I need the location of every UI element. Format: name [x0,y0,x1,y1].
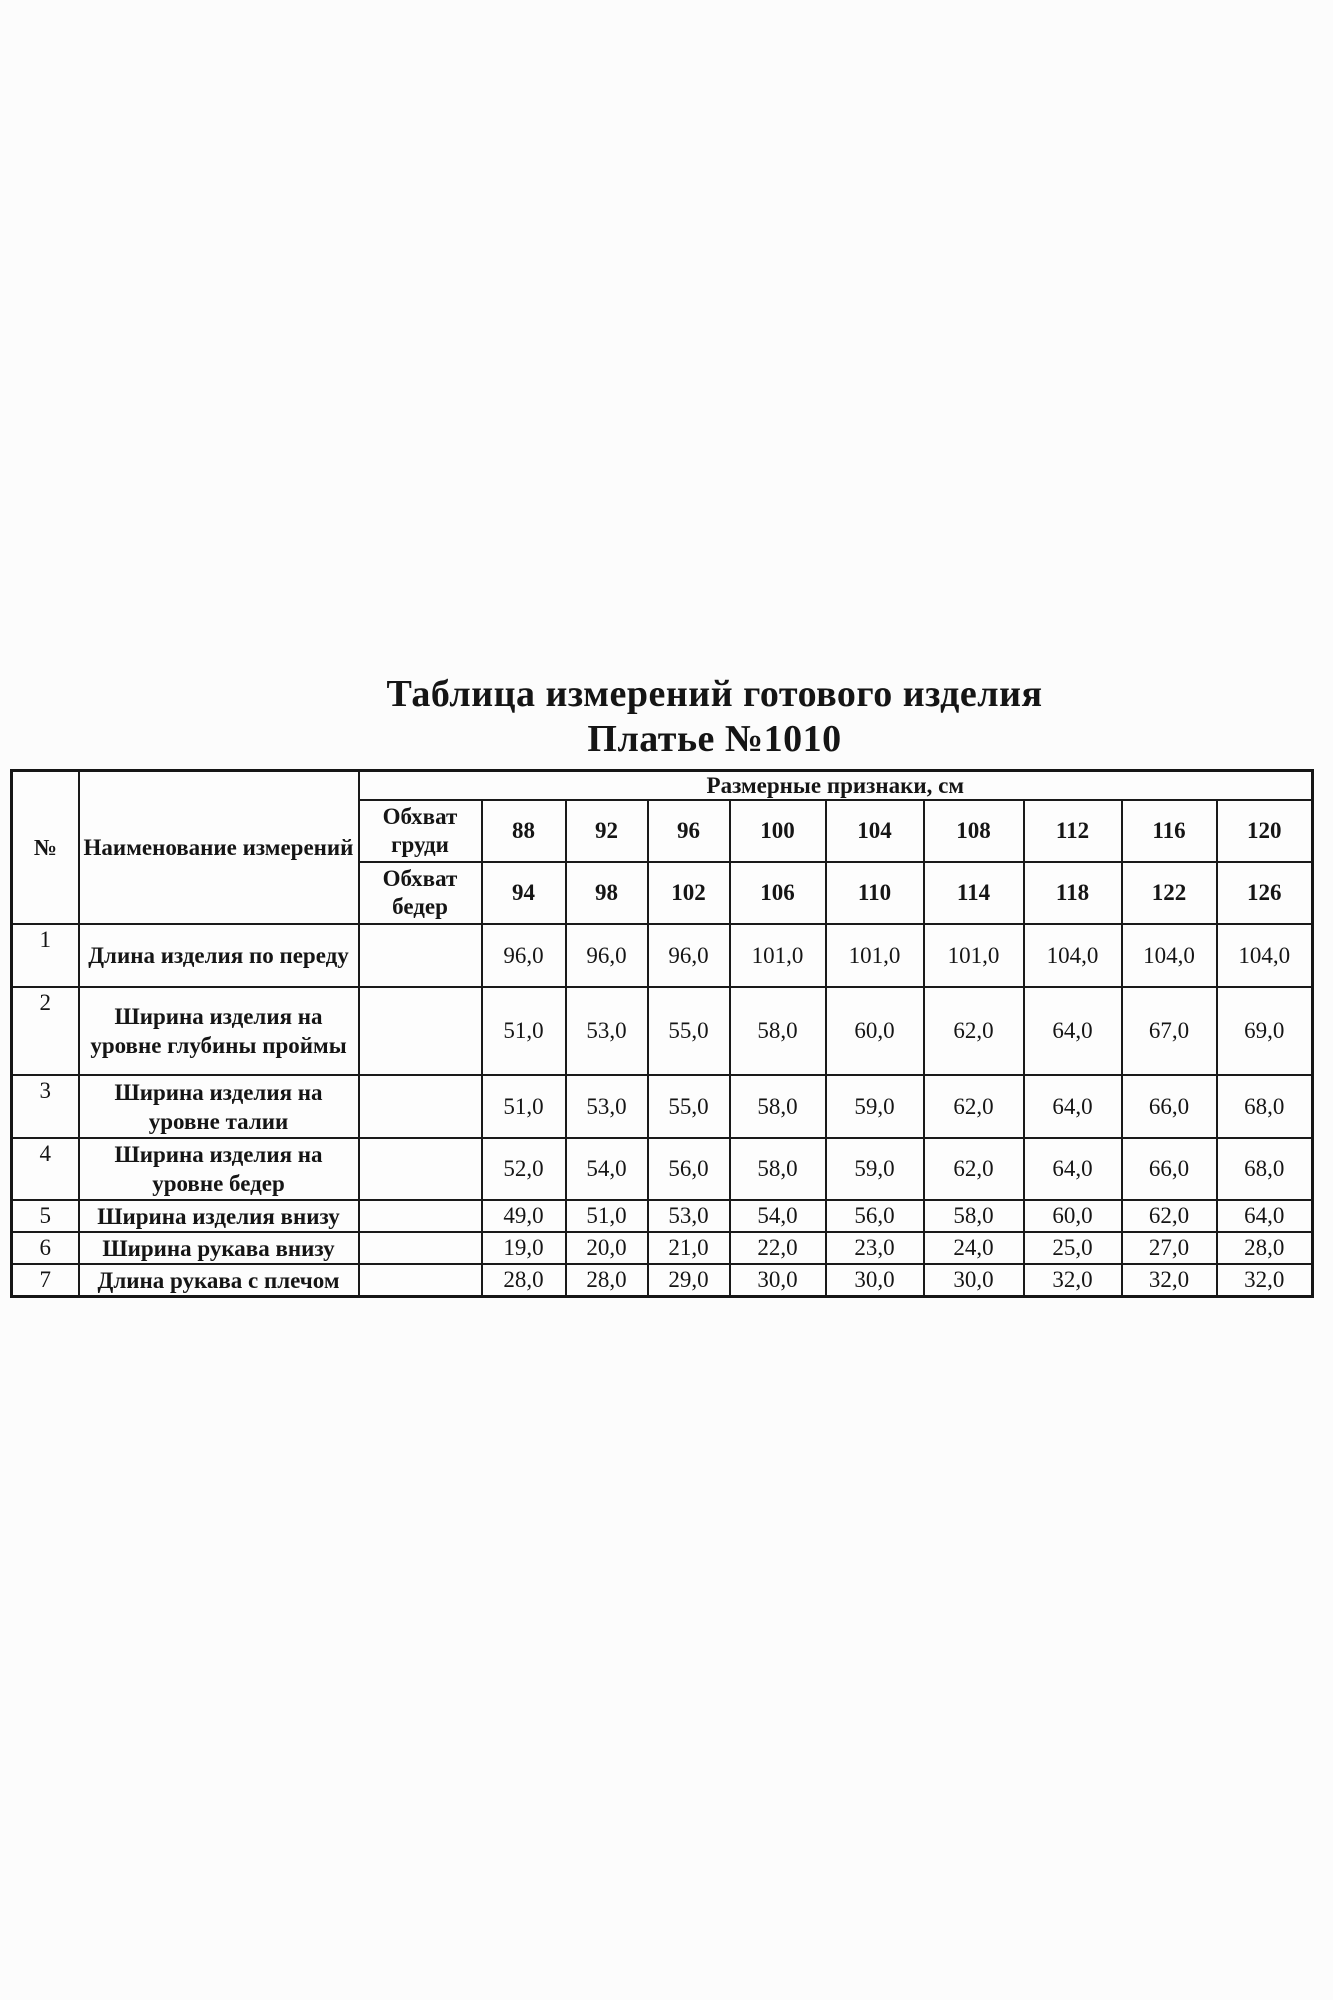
row-number-cell: 4 [12,1138,79,1200]
measurement-value-cell: 25,0 [1024,1232,1122,1264]
measurement-name-cell: Ширина изделия на уровне талии [79,1075,359,1138]
hips-size-header: 118 [1024,862,1122,924]
hips-girth-label: Обхват бедер [359,862,482,924]
measurement-value-cell: 60,0 [826,987,924,1075]
hips-size-header: 102 [648,862,730,924]
title-line-2: Платье №1010 [587,718,842,760]
bust-size-header: 112 [1024,800,1122,862]
bust-size-header: 104 [826,800,924,862]
bust-size-header: 92 [566,800,648,862]
measurement-name-cell: Ширина изделия внизу [79,1200,359,1232]
measurement-value-cell: 51,0 [482,987,566,1075]
measurement-value-cell: 101,0 [730,924,826,987]
hips-size-header: 126 [1217,862,1313,924]
bust-size-header: 100 [730,800,826,862]
row-number-cell: 7 [12,1264,79,1297]
measurement-value-cell: 54,0 [566,1138,648,1200]
measurement-value-cell: 62,0 [924,1138,1024,1200]
measurement-value-cell: 59,0 [826,1138,924,1200]
row-number-cell: 1 [12,924,79,987]
measurement-name-cell: Длина рукава с плечом [79,1264,359,1297]
measurement-value-cell: 55,0 [648,987,730,1075]
measurement-value-cell: 32,0 [1122,1264,1217,1297]
table-row [12,1075,1313,1138]
measurement-value-cell: 52,0 [482,1138,566,1200]
empty-girth-cell [359,987,482,1075]
measurement-value-cell: 58,0 [924,1200,1024,1232]
measurement-value-cell: 62,0 [1122,1200,1217,1232]
measurement-value-cell: 104,0 [1024,924,1122,987]
empty-girth-cell [359,1232,482,1264]
table-row [12,1232,1313,1264]
hips-size-header: 94 [482,862,566,924]
empty-girth-cell [359,1264,482,1297]
measurement-value-cell: 28,0 [1217,1232,1313,1264]
measurement-value-cell: 23,0 [826,1232,924,1264]
measurement-value-cell: 21,0 [648,1232,730,1264]
table-row [12,1200,1313,1232]
measurement-value-cell: 22,0 [730,1232,826,1264]
group-header-size-features: Размерные признаки, см [359,771,1313,801]
measurement-value-cell: 53,0 [566,987,648,1075]
measurement-value-cell: 64,0 [1024,1138,1122,1200]
table-row [12,1138,1313,1200]
measurement-value-cell: 49,0 [482,1200,566,1232]
measurement-value-cell: 58,0 [730,1138,826,1200]
table-row [12,924,1313,987]
empty-girth-cell [359,1138,482,1200]
measurement-value-cell: 60,0 [1024,1200,1122,1232]
measurement-value-cell: 30,0 [730,1264,826,1297]
measurement-value-cell: 28,0 [566,1264,648,1297]
empty-girth-cell [359,924,482,987]
bust-size-header: 120 [1217,800,1313,862]
column-header-measurement-name: Наименование измерений [79,771,359,925]
measurement-value-cell: 101,0 [924,924,1024,987]
measurement-value-cell: 28,0 [482,1264,566,1297]
measurement-value-cell: 58,0 [730,987,826,1075]
measurement-value-cell: 68,0 [1217,1138,1313,1200]
hips-size-header: 106 [730,862,826,924]
table-row [12,987,1313,1075]
measurement-value-cell: 27,0 [1122,1232,1217,1264]
measurement-value-cell: 32,0 [1024,1264,1122,1297]
measurement-value-cell: 54,0 [730,1200,826,1232]
empty-girth-cell [359,1200,482,1232]
measurement-value-cell: 96,0 [482,924,566,987]
measurement-value-cell: 104,0 [1122,924,1217,987]
measurement-value-cell: 29,0 [648,1264,730,1297]
measurement-value-cell: 32,0 [1217,1264,1313,1297]
measurement-value-cell: 51,0 [482,1075,566,1138]
measurement-value-cell: 64,0 [1024,1075,1122,1138]
measurement-value-cell: 62,0 [924,1075,1024,1138]
measurement-name-cell: Ширина изделия на уровне глубины проймы [79,987,359,1075]
measurement-value-cell: 64,0 [1217,1200,1313,1232]
measurement-value-cell: 30,0 [924,1264,1024,1297]
bust-size-header: 108 [924,800,1024,862]
measurement-value-cell: 19,0 [482,1232,566,1264]
bust-size-header: 116 [1122,800,1217,862]
measurement-value-cell: 56,0 [826,1200,924,1232]
title-line-1: Таблица измерений готового изделия [386,673,1043,715]
column-header-number: № [12,771,79,925]
measurement-value-cell: 59,0 [826,1075,924,1138]
row-number-cell: 6 [12,1232,79,1264]
measurement-name-cell: Длина изделия по переду [79,924,359,987]
measurement-value-cell: 24,0 [924,1232,1024,1264]
measurement-value-cell: 69,0 [1217,987,1313,1075]
measurement-value-cell: 64,0 [1024,987,1122,1075]
measurement-value-cell: 56,0 [648,1138,730,1200]
measurement-value-cell: 30,0 [826,1264,924,1297]
measurement-value-cell: 104,0 [1217,924,1313,987]
bust-size-header: 96 [648,800,730,862]
row-number-cell: 3 [12,1075,79,1138]
empty-girth-cell [359,1075,482,1138]
measurement-value-cell: 58,0 [730,1075,826,1138]
measurement-value-cell: 20,0 [566,1232,648,1264]
measurement-value-cell: 66,0 [1122,1075,1217,1138]
hips-size-header: 122 [1122,862,1217,924]
document-title [96,672,1333,762]
measurement-value-cell: 67,0 [1122,987,1217,1075]
measurement-value-cell: 62,0 [924,987,1024,1075]
table-row [12,1264,1313,1297]
measurement-value-cell: 53,0 [648,1200,730,1232]
measurement-value-cell: 96,0 [566,924,648,987]
measurement-value-cell: 96,0 [648,924,730,987]
measurement-name-cell: Ширина рукава внизу [79,1232,359,1264]
measurement-name-cell: Ширина изделия на уровне бедер [79,1138,359,1200]
bust-size-header: 88 [482,800,566,862]
measurement-value-cell: 53,0 [566,1075,648,1138]
hips-size-header: 110 [826,862,924,924]
hips-size-header: 98 [566,862,648,924]
measurements-table [10,769,1314,1298]
bust-girth-label: Обхват груди [359,800,482,862]
measurement-value-cell: 66,0 [1122,1138,1217,1200]
measurement-value-cell: 55,0 [648,1075,730,1138]
row-number-cell: 5 [12,1200,79,1232]
measurement-value-cell: 51,0 [566,1200,648,1232]
measurement-value-cell: 101,0 [826,924,924,987]
row-number-cell: 2 [12,987,79,1075]
measurement-value-cell: 68,0 [1217,1075,1313,1138]
hips-size-header: 114 [924,862,1024,924]
